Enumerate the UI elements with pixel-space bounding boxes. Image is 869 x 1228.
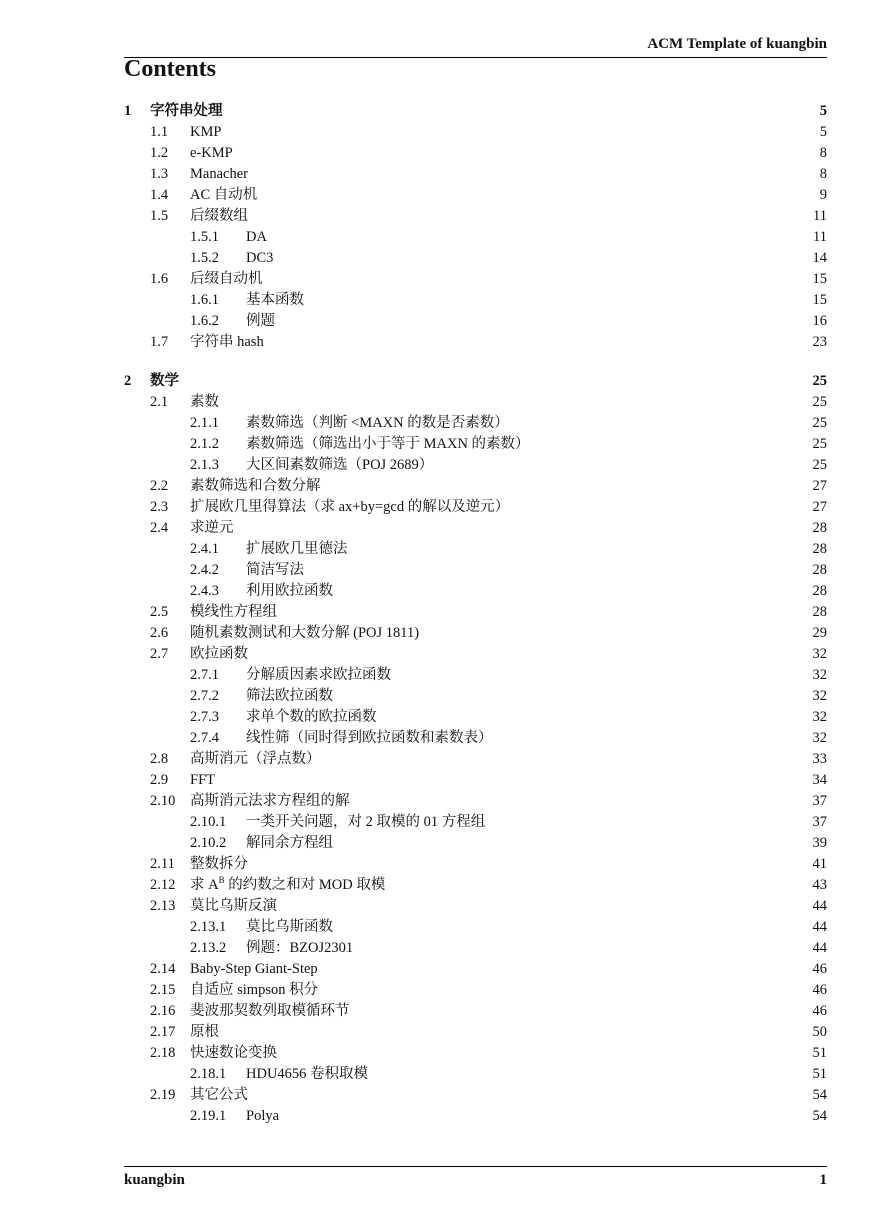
toc-section[interactable]: [124, 392, 827, 413]
toc-title-text: Baby-Step Giant-Step: [190, 959, 322, 980]
toc-title-text: 莫比乌斯反演: [190, 896, 281, 917]
toc-page-number: 54: [797, 1085, 827, 1106]
running-header: ACM Template of kuangbin: [647, 36, 827, 52]
toc-section[interactable]: [124, 896, 827, 917]
toc-subsection[interactable]: [124, 812, 827, 833]
toc-page-number: 15: [797, 290, 827, 311]
toc-title-text: 大区间素数筛选（POJ 2689）: [246, 455, 437, 476]
toc-number: 2.10: [150, 793, 176, 809]
toc-subsection[interactable]: [124, 455, 827, 476]
toc-subsection[interactable]: [124, 1064, 827, 1085]
toc-page-number: 25: [797, 413, 827, 434]
toc-page-number: 33: [797, 749, 827, 770]
toc-title-text: 扩展欧几里得算法（求 ax+by=gcd 的解以及逆元）: [190, 497, 513, 518]
toc-number: 2.6: [150, 625, 169, 641]
toc-page-number: 51: [797, 1064, 827, 1085]
toc-subsection[interactable]: [124, 728, 827, 749]
toc-section[interactable]: [124, 875, 827, 896]
toc-number: 2.7.1: [190, 667, 219, 683]
toc-section[interactable]: [124, 602, 827, 623]
toc-number: 1.5.2: [190, 250, 219, 266]
footer-page-number: 1: [819, 1172, 827, 1188]
toc-page-number: 29: [797, 623, 827, 644]
toc-number: 2.9: [150, 772, 169, 788]
toc-page-number: 50: [797, 1022, 827, 1043]
toc-page-number: 8: [797, 164, 827, 185]
toc-subsection[interactable]: [124, 560, 827, 581]
toc-chapter[interactable]: [124, 101, 827, 122]
toc-subsection[interactable]: [124, 833, 827, 854]
toc-section[interactable]: [124, 854, 827, 875]
toc-page-number: 44: [797, 896, 827, 917]
toc-number: 2.13.1: [190, 919, 227, 935]
toc-page-number: 15: [797, 269, 827, 290]
toc-section[interactable]: [124, 269, 827, 290]
toc-number: 2.7.4: [190, 730, 219, 746]
toc-page-number: 27: [797, 497, 827, 518]
toc-section[interactable]: [124, 1085, 827, 1106]
footer-rule: [124, 1166, 827, 1167]
toc-number: 2: [124, 373, 132, 389]
toc-title-text: e-KMP: [190, 143, 237, 164]
toc-page-number: 32: [797, 728, 827, 749]
toc-number: 1.5: [150, 208, 169, 224]
toc-title-text: 模线性方程组: [190, 602, 281, 623]
toc-page-number: 46: [797, 959, 827, 980]
footer-author: kuangbin: [124, 1172, 185, 1188]
toc-number: 2.19: [150, 1087, 176, 1103]
toc-title-text: 筛法欧拉函数: [246, 686, 337, 707]
toc-page-number: 46: [797, 1001, 827, 1022]
toc-page-number: 51: [797, 1043, 827, 1064]
toc-section[interactable]: [124, 185, 827, 206]
toc-title-text: 例题：BZOJ2301: [246, 938, 357, 959]
toc-section[interactable]: [124, 497, 827, 518]
toc-title-text: 字符串处理: [150, 101, 227, 122]
toc-page-number: 44: [797, 938, 827, 959]
toc-number: 2.1.2: [190, 436, 219, 452]
toc-number: 1.3: [150, 166, 169, 182]
toc-section[interactable]: [124, 1001, 827, 1022]
toc-page-number: 28: [797, 560, 827, 581]
toc-subsection[interactable]: [124, 248, 827, 269]
toc-page-number: 14: [797, 248, 827, 269]
toc-number: 1.5.1: [190, 229, 219, 245]
toc-page-number: 25: [797, 371, 827, 392]
toc-title-text: 数学: [150, 371, 183, 392]
toc-number: 1: [124, 103, 132, 119]
toc-title-text: 高斯消元法求方程组的解: [190, 791, 354, 812]
toc-title-text: 基本函数: [246, 290, 308, 311]
toc-number: 2.4: [150, 520, 169, 536]
toc-number: 1.2: [150, 145, 169, 161]
toc-subsection[interactable]: [124, 1106, 827, 1127]
toc-title-text: FFT: [190, 770, 219, 791]
toc-number: 2.14: [150, 961, 176, 977]
toc-title: Contents: [124, 56, 217, 82]
toc-title-text: 利用欧拉函数: [246, 581, 337, 602]
toc-section[interactable]: [124, 143, 827, 164]
toc-page-number: 32: [797, 707, 827, 728]
toc-number: 2.8: [150, 751, 169, 767]
toc-number: 2.2: [150, 478, 169, 494]
toc-number: 2.15: [150, 982, 176, 998]
toc-number: 2.18.1: [190, 1066, 227, 1082]
toc-title-text: 素数筛选和合数分解: [190, 476, 325, 497]
toc-number: 2.4.3: [190, 583, 219, 599]
toc-title-text: 素数筛选（筛选出小于等于 MAXN 的素数）: [246, 434, 534, 455]
toc-number: 2.4.1: [190, 541, 219, 557]
toc-page-number: 37: [797, 812, 827, 833]
toc-number: 1.4: [150, 187, 169, 203]
toc-number: 2.7.3: [190, 709, 219, 725]
toc-page-number: 32: [797, 686, 827, 707]
toc-title-text: 斐波那契数列取模循环节: [190, 1001, 354, 1022]
toc-number: 2.5: [150, 604, 169, 620]
toc-page-number: 44: [797, 917, 827, 938]
toc-section[interactable]: [124, 122, 827, 143]
toc-subsection[interactable]: [124, 434, 827, 455]
toc-number: 1.6.2: [190, 313, 219, 329]
toc-page-number: 9: [797, 185, 827, 206]
toc-section[interactable]: [124, 791, 827, 812]
toc-subsection[interactable]: [124, 539, 827, 560]
toc-section[interactable]: [124, 206, 827, 227]
toc-subsection[interactable]: [124, 290, 827, 311]
toc-title-text: 欧拉函数: [190, 644, 252, 665]
toc-section[interactable]: [124, 476, 827, 497]
toc-number: 2.18: [150, 1045, 176, 1061]
toc-title-text: 快速数论变换: [190, 1043, 281, 1064]
toc-section[interactable]: [124, 959, 827, 980]
toc-title-text: 求 $A^B$ 的约数之和对 MOD 取模: [190, 875, 389, 896]
toc-section[interactable]: [124, 623, 827, 644]
toc-title-text: 线性筛（同时得到欧拉函数和素数表）: [246, 728, 497, 749]
toc-subsection[interactable]: [124, 917, 827, 938]
toc-number: 2.1.3: [190, 457, 219, 473]
toc-number: 1.7: [150, 334, 169, 350]
toc-title-text: 求逆元: [190, 518, 238, 539]
toc-number: 1.1: [150, 124, 169, 140]
toc-section[interactable]: [124, 980, 827, 1001]
toc-number: 2.11: [150, 856, 175, 872]
toc-page-number: 25: [797, 455, 827, 476]
toc-page-number: 32: [797, 644, 827, 665]
toc-subsection[interactable]: [124, 707, 827, 728]
toc-number: 2.7: [150, 646, 169, 662]
toc-title-text: 其它公式: [190, 1085, 252, 1106]
toc-title-text: DA: [246, 227, 271, 248]
toc-page-number: 54: [797, 1106, 827, 1127]
toc-page-number: 34: [797, 770, 827, 791]
toc-title-text: 扩展欧几里德法: [246, 539, 352, 560]
toc-number: 2.4.2: [190, 562, 219, 578]
toc-section[interactable]: [124, 518, 827, 539]
toc-page-number: 16: [797, 311, 827, 332]
toc-page-number: 28: [797, 581, 827, 602]
toc-number: 1.6: [150, 271, 169, 287]
toc-title-text: Polya: [246, 1106, 283, 1127]
toc-number: 2.17: [150, 1024, 176, 1040]
toc-title-text: 随机素数测试和大数分解 (POJ 1811): [190, 623, 423, 644]
toc-title-text: DC3: [246, 248, 277, 269]
toc-title-text: 自适应 simpson 积分: [190, 980, 322, 1001]
toc-number: 2.13.2: [190, 940, 227, 956]
toc-page-number: 5: [797, 122, 827, 143]
toc-title-text: 素数: [190, 392, 223, 413]
toc-subsection[interactable]: [124, 413, 827, 434]
toc-page-number: 11: [797, 227, 827, 248]
toc-section[interactable]: [124, 1022, 827, 1043]
toc-title-text: AC 自动机: [190, 185, 261, 206]
toc-title-text: 例题: [246, 311, 279, 332]
toc-section[interactable]: [124, 644, 827, 665]
toc-section[interactable]: [124, 1043, 827, 1064]
toc-page-number: 27: [797, 476, 827, 497]
toc-subsection[interactable]: [124, 227, 827, 248]
toc-subsection[interactable]: [124, 311, 827, 332]
toc-number: 2.1: [150, 394, 169, 410]
header-rule: [124, 57, 827, 58]
toc-page-number: 25: [797, 392, 827, 413]
toc-number: 2.12: [150, 877, 176, 893]
toc-chapter[interactable]: [124, 371, 827, 392]
toc-page-number: 11: [797, 206, 827, 227]
toc-number: 2.13: [150, 898, 176, 914]
toc-number: 2.1.1: [190, 415, 219, 431]
toc-section[interactable]: [124, 332, 827, 353]
toc-title-text: 后缀自动机: [190, 269, 267, 290]
toc-subsection[interactable]: [124, 686, 827, 707]
toc-title-text: 一类开关问题，对 2 取模的 01 方程组: [246, 812, 489, 833]
toc-title-text: 字符串 hash: [190, 332, 268, 353]
toc-title-text: 整数拆分: [190, 854, 252, 875]
toc-number: 2.19.1: [190, 1108, 227, 1124]
toc-subsection[interactable]: [124, 581, 827, 602]
toc-number: 2.10.2: [190, 835, 227, 851]
toc-page-number: 28: [797, 539, 827, 560]
toc-title-text: 高斯消元（浮点数）: [190, 749, 325, 770]
toc-title-text: 素数筛选（判断 <MAXN 的数是否素数）: [246, 413, 513, 434]
toc-page-number: 32: [797, 665, 827, 686]
toc-section[interactable]: [124, 749, 827, 770]
toc-subsection[interactable]: [124, 665, 827, 686]
toc-number: 2.7.2: [190, 688, 219, 704]
toc-page-number: 5: [797, 101, 827, 122]
toc-page-number: 28: [797, 518, 827, 539]
toc-title-text: 求单个数的欧拉函数: [246, 707, 381, 728]
toc-title-text: 原根: [190, 1022, 223, 1043]
toc-number: 2.3: [150, 499, 169, 515]
toc-page-number: 43: [797, 875, 827, 896]
toc-page-number: 23: [797, 332, 827, 353]
toc-page-number: 8: [797, 143, 827, 164]
toc-section[interactable]: [124, 770, 827, 791]
toc-number: 1.6.1: [190, 292, 219, 308]
table-of-contents: [124, 101, 827, 1127]
toc-title-text: Manacher: [190, 164, 252, 185]
toc-page-number: 25: [797, 434, 827, 455]
toc-page-number: 39: [797, 833, 827, 854]
toc-section[interactable]: [124, 164, 827, 185]
toc-title-text: 后缀数组: [190, 206, 252, 227]
toc-title-text: 分解质因素求欧拉函数: [246, 665, 395, 686]
toc-page-number: 46: [797, 980, 827, 1001]
toc-page-number: 28: [797, 602, 827, 623]
toc-number: 2.16: [150, 1003, 176, 1019]
toc-page-number: 41: [797, 854, 827, 875]
toc-subsection[interactable]: [124, 938, 827, 959]
toc-title-text: 简洁写法: [246, 560, 308, 581]
toc-title-text: 解同余方程组: [246, 833, 337, 854]
toc-number: 2.10.1: [190, 814, 227, 830]
toc-title-text: HDU4656 卷积取模: [246, 1064, 372, 1085]
toc-title-text: 莫比乌斯函数: [246, 917, 337, 938]
toc-title-text: KMP: [190, 122, 225, 143]
toc-page-number: 37: [797, 791, 827, 812]
